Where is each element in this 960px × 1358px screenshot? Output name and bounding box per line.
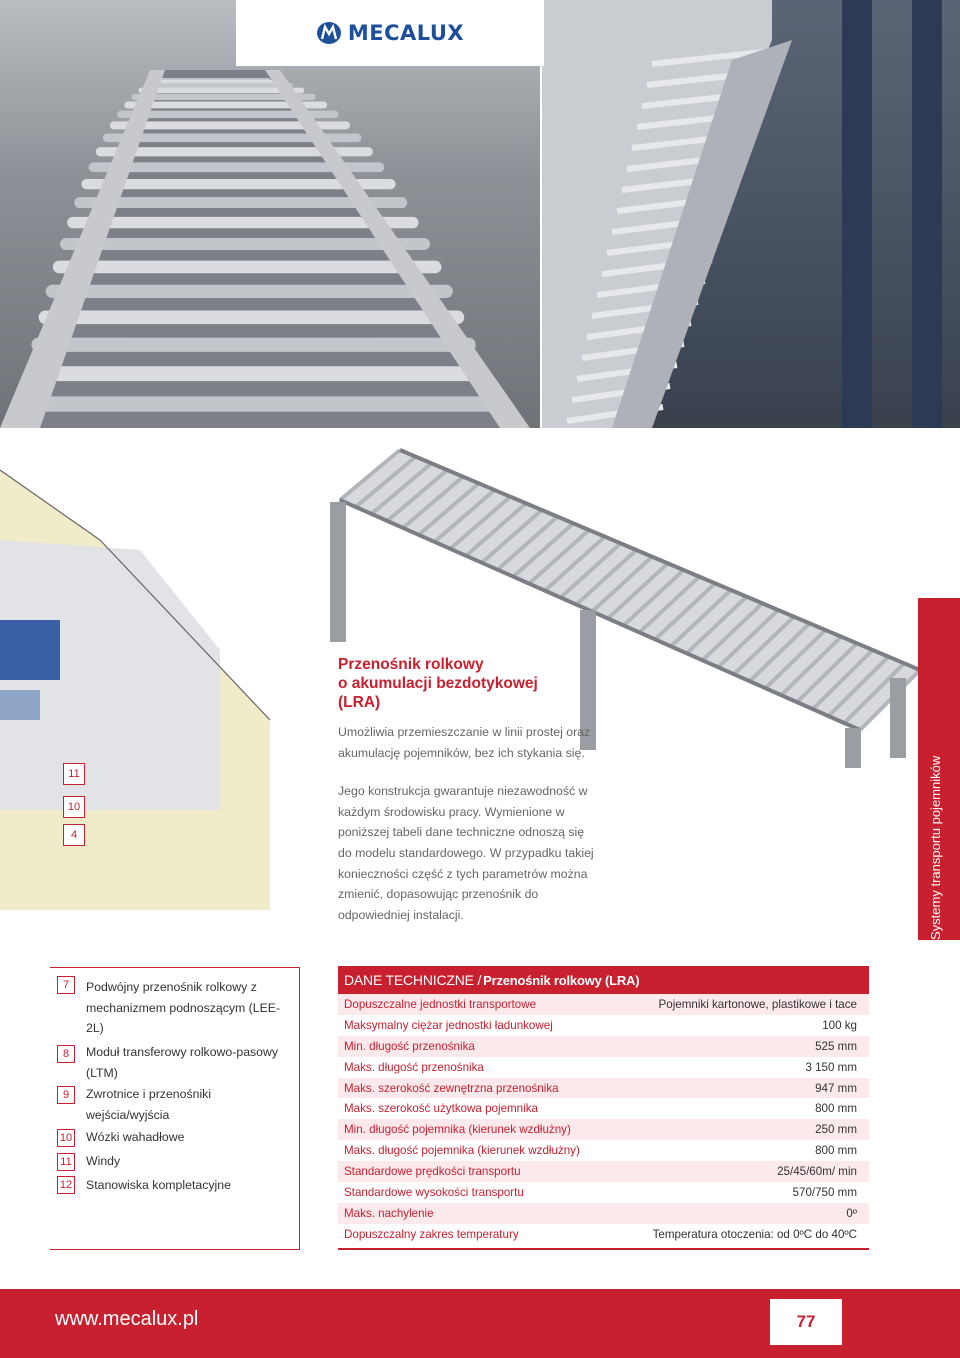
row-value: 525 mm	[815, 1039, 857, 1053]
list-number: 8	[57, 1045, 75, 1063]
row-value: 0º	[846, 1206, 857, 1220]
table-row	[338, 1098, 869, 1119]
roller	[53, 261, 442, 274]
table-row	[338, 1057, 869, 1078]
intro-paragraph: Jego konstrukcja gwarantuje niezawodność w każdym środowisku pracy. Wymienione w poniższej tabeli dane techniczne odnoszą się do modelu standardowego. W przypadku takiej konieczności część z tych parametrów można zmienić, dopasowując przenośnik do odpowiedniej instalacji.	[338, 784, 594, 922]
side-tab-label: Systemy transportu pojemników	[928, 755, 943, 940]
intro-section	[338, 655, 598, 925]
row-label: Maks. szerokość użytkowa pojemnika	[344, 1102, 538, 1116]
table-row	[338, 1203, 869, 1224]
row-label: Dopuszczalny zakres temperatury	[344, 1227, 519, 1241]
roller	[31, 338, 475, 352]
table-row	[338, 1036, 869, 1057]
website-link[interactable]: www.mecalux.pl	[55, 1308, 199, 1330]
table-row	[338, 1140, 869, 1161]
row-value: 570/750 mm	[792, 1185, 857, 1199]
row-label: Maks. szerokość zewnętrzna przenośnika	[344, 1081, 559, 1095]
row-label: Min. długość przenośnika	[344, 1039, 475, 1053]
list-number: 11	[57, 1153, 75, 1171]
row-label: Maks. długość pojemnika (kierunek wzdłużny)	[344, 1144, 580, 1158]
list-item: Zwrotnice i przenośniki wejścia/wyjścia	[86, 1087, 212, 1122]
row-label: Maks. nachylenie	[344, 1206, 434, 1220]
row-label: Maksymalny ciężar jednostki ładunkowej	[344, 1018, 553, 1032]
table-row	[338, 1015, 869, 1036]
plan-label: 10	[63, 796, 85, 818]
row-value: 947 mm	[815, 1081, 857, 1095]
list-number: 12	[57, 1176, 75, 1194]
warehouse-illustration	[542, 0, 960, 428]
list-item: Windy	[86, 1154, 121, 1168]
table-row	[338, 994, 869, 1015]
table-row	[338, 1182, 869, 1203]
row-value: 100 kg	[822, 1018, 857, 1032]
table-row	[338, 1078, 869, 1099]
intro-paragraph: Umożliwia przemieszczanie w linii prostej oraz akumulację pojemników, bez ich stykania się.	[338, 725, 591, 760]
roller	[24, 366, 487, 381]
table-header	[338, 966, 869, 994]
plan-label: 4	[63, 824, 85, 846]
logo-text: MECALUX	[347, 21, 465, 45]
row-value: Temperatura otoczenia: od 0ºC do 40ºC	[652, 1227, 857, 1241]
row-value: 25/45/60m/ min	[777, 1165, 857, 1179]
section-title	[338, 655, 598, 712]
table-row	[338, 1224, 869, 1245]
title-line: Przenośnik rolkowy	[338, 656, 484, 673]
mecalux-logo	[236, 0, 544, 66]
row-label: Min. długość pojemnika (kierunek wzdłużny)	[344, 1123, 571, 1137]
row-label: Standardowe prędkości transportu	[344, 1165, 521, 1179]
list-item: Stanowiska kompletacyjne	[86, 1178, 231, 1192]
roller	[17, 396, 498, 411]
list-number: 7	[57, 976, 75, 994]
list-item: Moduł transferowy rolkowo-pasowy (LTM)	[86, 1045, 279, 1080]
row-value: 250 mm	[815, 1123, 857, 1137]
title-line: (LRA)	[338, 694, 381, 711]
row-value: 3 150 mm	[805, 1060, 857, 1074]
table-row	[338, 1119, 869, 1140]
list-number: 10	[57, 1129, 75, 1147]
table-row	[338, 1161, 869, 1182]
table-bottom-rule	[338, 1248, 869, 1250]
table-header-product: Przenośnik rolkowy (LRA)	[483, 972, 640, 988]
list-item: Podwójny przenośnik rolkowy z mechanizmem podnoszącym (LEE-2L)	[86, 980, 281, 1035]
page-number: 77	[770, 1299, 842, 1345]
roller	[146, 83, 293, 88]
row-value: 800 mm	[815, 1144, 857, 1158]
roller	[60, 238, 430, 250]
title-line: o akumulacji bezdotykowej	[338, 675, 538, 692]
mecalux-logo-icon	[316, 20, 342, 46]
row-label: Maks. długość przenośnika	[344, 1060, 484, 1074]
warehouse-conveyor-photo	[542, 0, 960, 428]
table-body	[338, 994, 869, 1245]
warehouse-plan-drawing	[0, 450, 340, 910]
row-value: Pojemniki kartonowe, plastikowe i tace	[658, 997, 857, 1011]
technical-data-table	[338, 966, 869, 1250]
list-item: Wózki wahadłowe	[86, 1130, 185, 1144]
row-value: 800 mm	[815, 1102, 857, 1116]
row-label: Dopuszczalne jednostki transportowe	[344, 997, 537, 1011]
roller	[46, 285, 453, 298]
list-number: 9	[57, 1086, 75, 1104]
table-header-text: DANE TECHNICZNE /	[344, 972, 482, 988]
plan-label: 11	[63, 763, 85, 785]
row-label: Standardowe wysokości transportu	[344, 1185, 524, 1199]
roller	[39, 310, 465, 324]
